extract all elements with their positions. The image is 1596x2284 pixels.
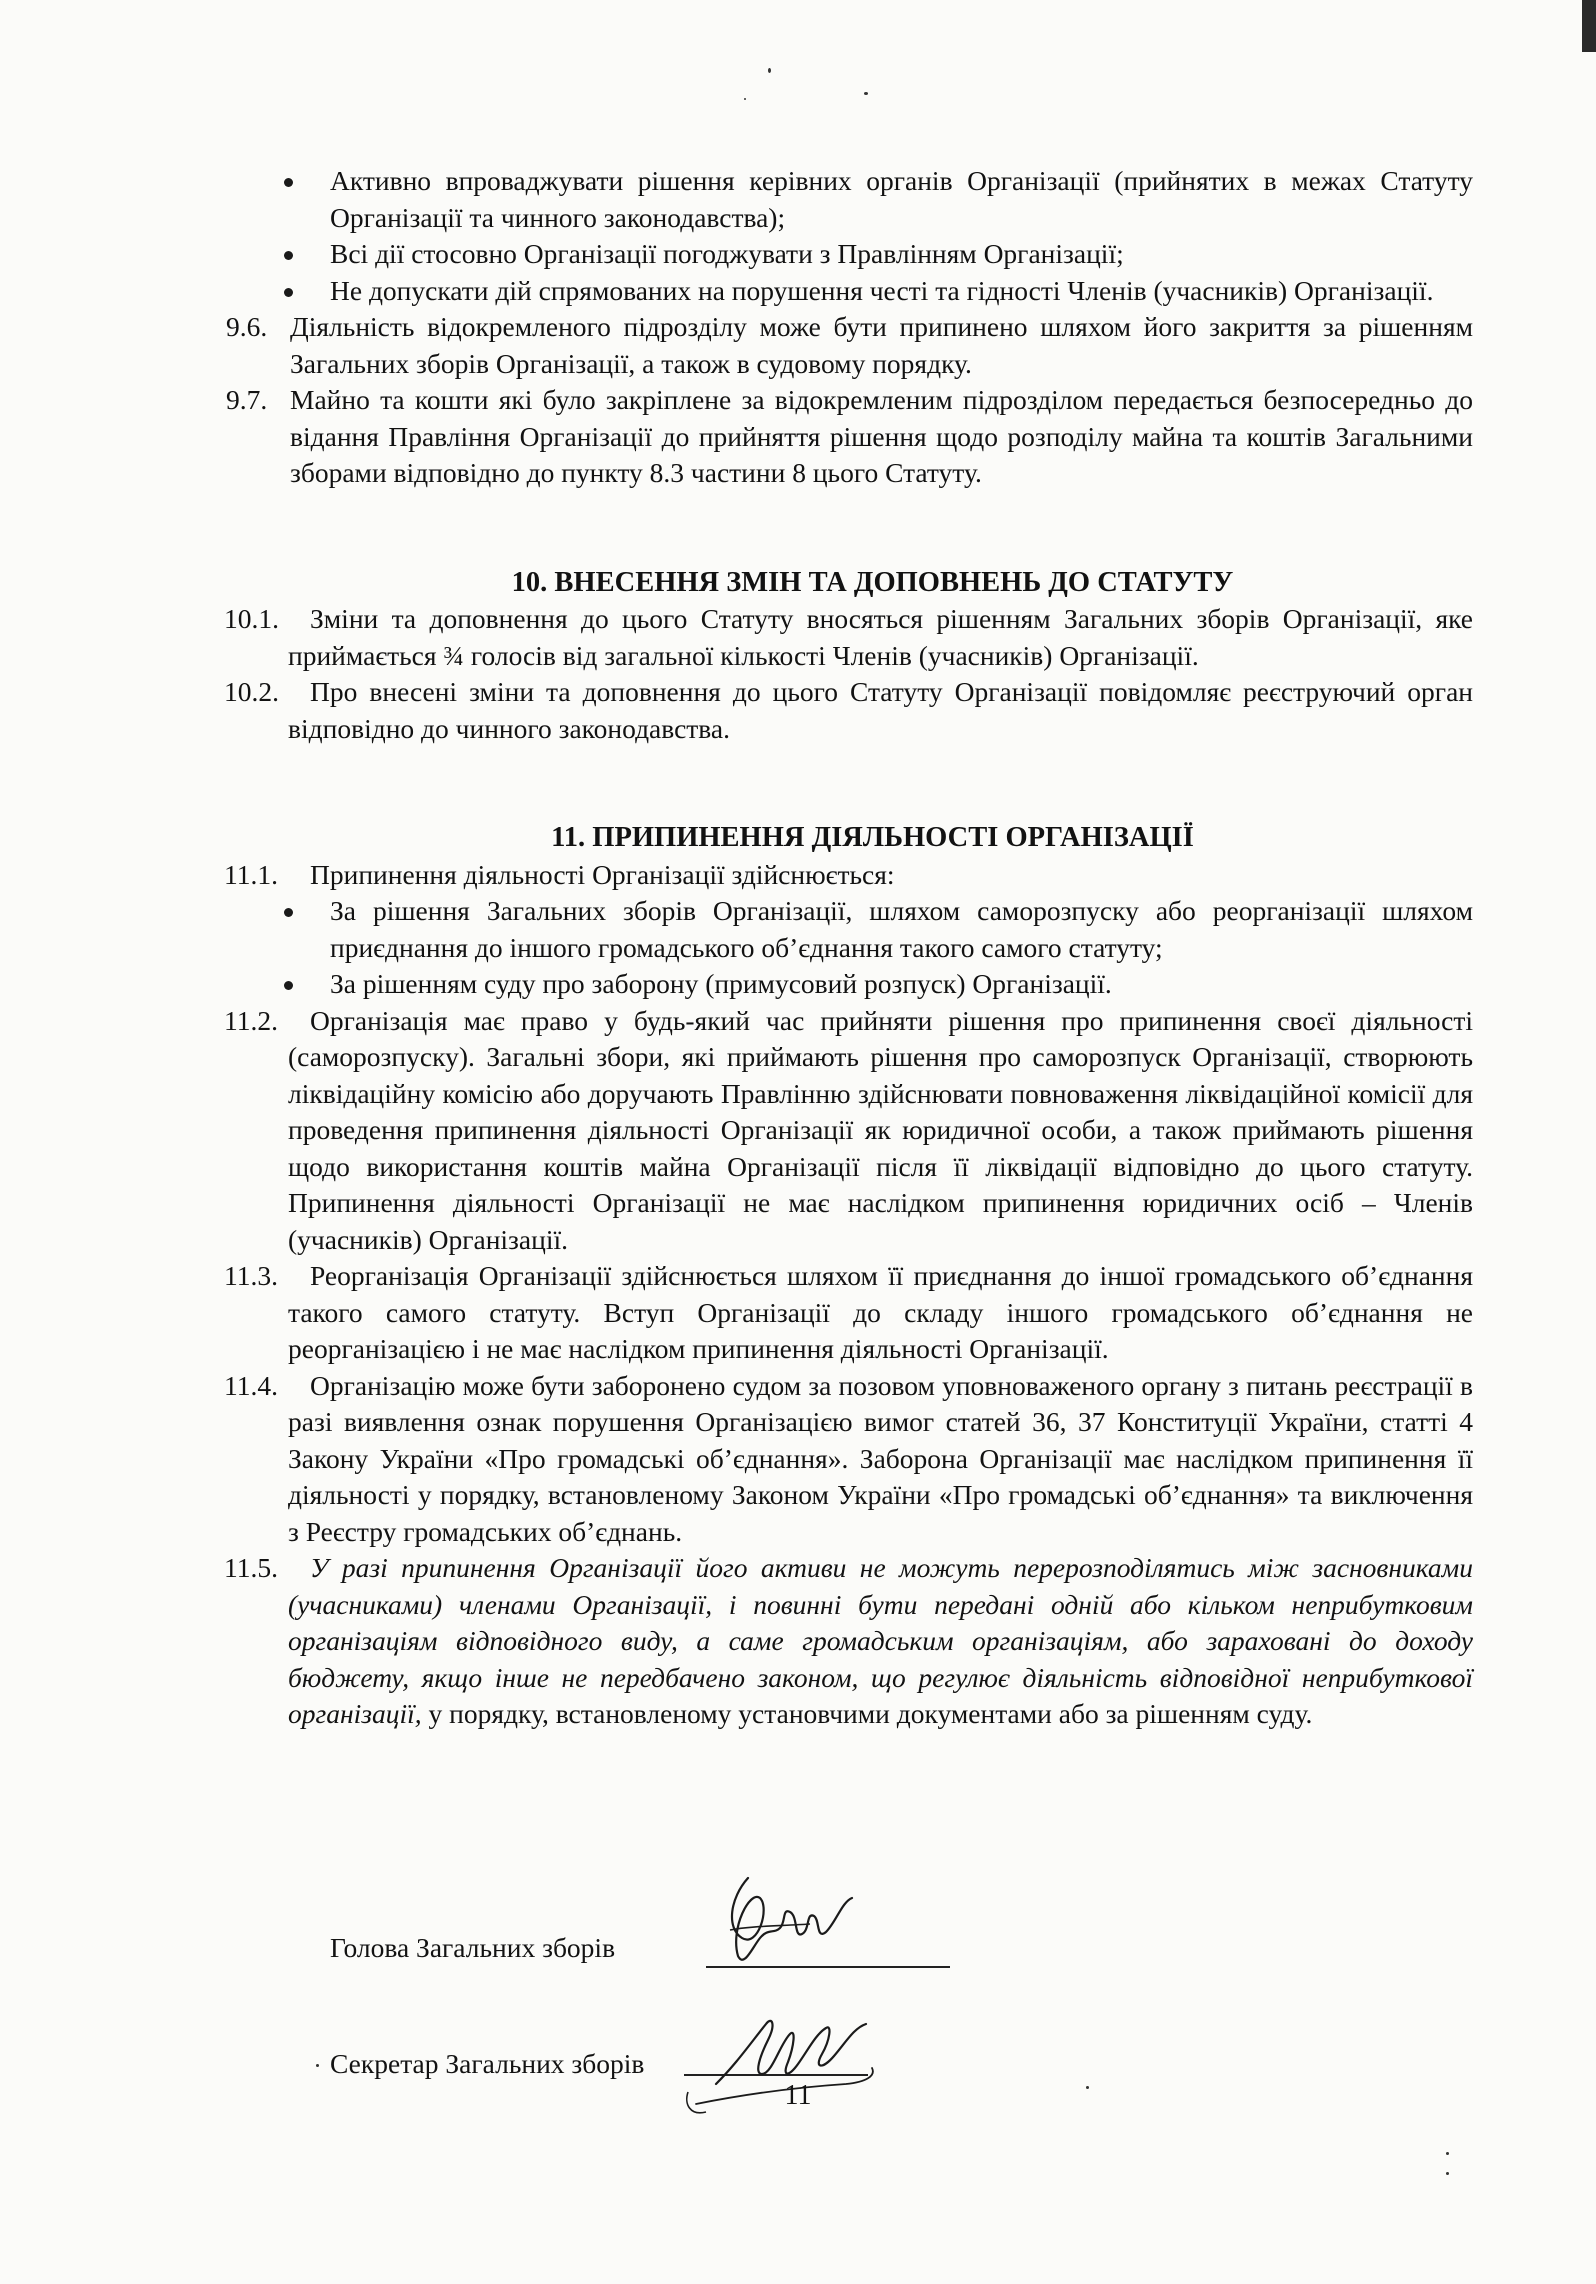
chair-signature-label: Голова Загальних зборів [330,1932,616,1963]
clause-9-6 [226,309,1473,382]
page-number: 11 [784,2080,812,2111]
clause-text: Організація має право у будь-який час прийняти рішення про припинення своєї діяльності (саморозпуску). Загальні збори, які приймають рішення про саморозпуск Організації, створюють ліквідаційну комісію або доручають Правлінню здійснювати повноваження ліквідаційної комісії для проведення припинення діяльності Організації як юридичної особи, а також приймають рішення щодо використання коштів майна Організації після її ліквідації відповідно до цього статуту. Припинення діяльності Організації не має наслідком припинення юридичних осіб – Членів (учасників) Організації. [288,1004,1473,1255]
clause-regular-text: у порядку, встановленому установчими документами або за рішенням суду. [421,1698,1313,1729]
chair-signature-image [690,1868,870,1980]
scan-speck [1446,2172,1449,2175]
bullet-icon [284,178,293,187]
clause-11-3 [224,1258,1473,1368]
bullet-text: За рішення Загальних зборів Організації, шляхом саморозпуску або реорганізації шляхом приєднання до іншого громадського об’єднання такого самого статуту; [330,895,1473,963]
scan-speck [1086,2086,1089,2089]
bullet-icon [284,908,293,917]
secretary-signature-label: Секретар Загальних зборів [330,2048,645,2079]
list-item [232,163,1473,236]
scan-speck [744,98,746,100]
clause-number: 10.1. [224,603,279,634]
document-body [224,163,1473,1733]
clause-number: 10.2. [224,676,279,707]
list-item [232,236,1473,273]
clause-text: Про внесені зміни та доповнення до цього Статуту Організації повідомляє реєструючий орган відповідно до чинного законодавства. [288,676,1473,744]
clause-text: Припинення діяльності Організації здійснюється: [310,858,895,890]
clause-number: 11.1. [224,858,278,890]
list-item [232,893,1473,966]
scan-speck [864,92,868,95]
clause-11-4 [224,1368,1473,1551]
clause-text: Організацію може бути заборонено судом за позовом уповноваженого органу з питань реєстрації в разі виявлення ознак порушення Організацією вимог статей 36, 37 Конституції України, статті 4 Закону України «Про громадські об’єднання». Заборона Організації має наслідком припинення її діяльності у порядку, встановленому Законом України «Про громадські об’єднання» та виключення з Реєстру громадських об’єднань. [288,1369,1473,1547]
clause-number: 11.3. [224,1260,278,1291]
clause-number: 11.5. [224,1552,278,1583]
clause-number: 9.6. [226,311,268,342]
list-item [232,966,1473,1003]
clause-text: Майно та кошти які було закріплене за відокремленим підрозділом передається безпосередньо до відання Правління Організації до прийняття рішення щодо розподілу майна та коштів Загальними зборами відповідно до пункту 8.3 частини 8 цього Статуту. [290,384,1473,488]
clause-11-2 [224,1003,1473,1259]
scan-speck [1446,2152,1449,2155]
clause-9-7 [226,382,1473,492]
bullet-text: За рішенням суду про заборону (примусовий розпуск) Організації. [330,968,1112,999]
clause-text: Реорганізація Організації здійснюється шляхом її приєднання до іншої громадського об’єднання такого самого статуту. Вступ Організації до складу іншого громадського об’єднання не реорганізацією і не має наслідком припинення діяльності Організації. [288,1260,1473,1364]
section-10-heading: 10. ВНЕСЕННЯ ЗМІН ТА ДОПОВНЕНЬ ДО СТАТУТУ [511,566,1234,598]
clause-11-5 [224,1550,1473,1733]
clause-text [288,1550,1473,1733]
clause-text: Зміни та доповнення до цього Статуту вносяться рішенням Загальних зборів Організації, яке приймається ¾ голосів від загальної кількості Членів (учасників) Організації. [288,603,1473,671]
clause-10-2 [224,674,1473,747]
scan-edge-mark [1582,0,1596,52]
clause-11-1 [224,857,1473,894]
clause-number: 11.2. [224,1004,278,1036]
scan-speck [768,68,771,73]
scan-speck [316,2064,319,2067]
clause-number: 11.4. [224,1369,278,1401]
clause-10-1 [224,601,1473,674]
bullet-text: Не допускати дій спрямованих на порушення честі та гідності Членів (учасників) Організації. [330,274,1434,306]
bullet-text: Всі дії стосовно Організації погоджувати з Правлінням Організації; [330,238,1124,269]
clause-number: 9.7. [226,384,268,415]
bullet-icon [284,251,293,260]
clause-text: Діяльність відокремленого підрозділу може бути припинено шляхом його закриття за рішенням Загальних зборів Організації, а також в судовому порядку. [290,311,1473,379]
bullet-icon [284,981,293,990]
list-item [232,273,1473,310]
bullet-text: Активно впроваджувати рішення керівних органів Організації (прийнятих в межах Статуту Організації та чинного законодавства); [330,165,1473,233]
clause-italic-text: У разі припинення Організації його активи не можуть перерозподілятись між засновниками (учасниками) членами Організації, і повинні бути передані одній або кільком неприбутковим організаціям відповідного виду, а саме громадським організаціям, або зараховані до доходу бюджету, якщо інше не передбачено законом, що регулює діяльність відповідної неприбуткової організації, [288,1552,1473,1729]
bullet-icon [284,288,293,297]
section-11-heading: 11. ПРИПИНЕННЯ ДІЯЛЬНОСТІ ОРГАНІЗАЦІЇ [551,822,1194,853]
